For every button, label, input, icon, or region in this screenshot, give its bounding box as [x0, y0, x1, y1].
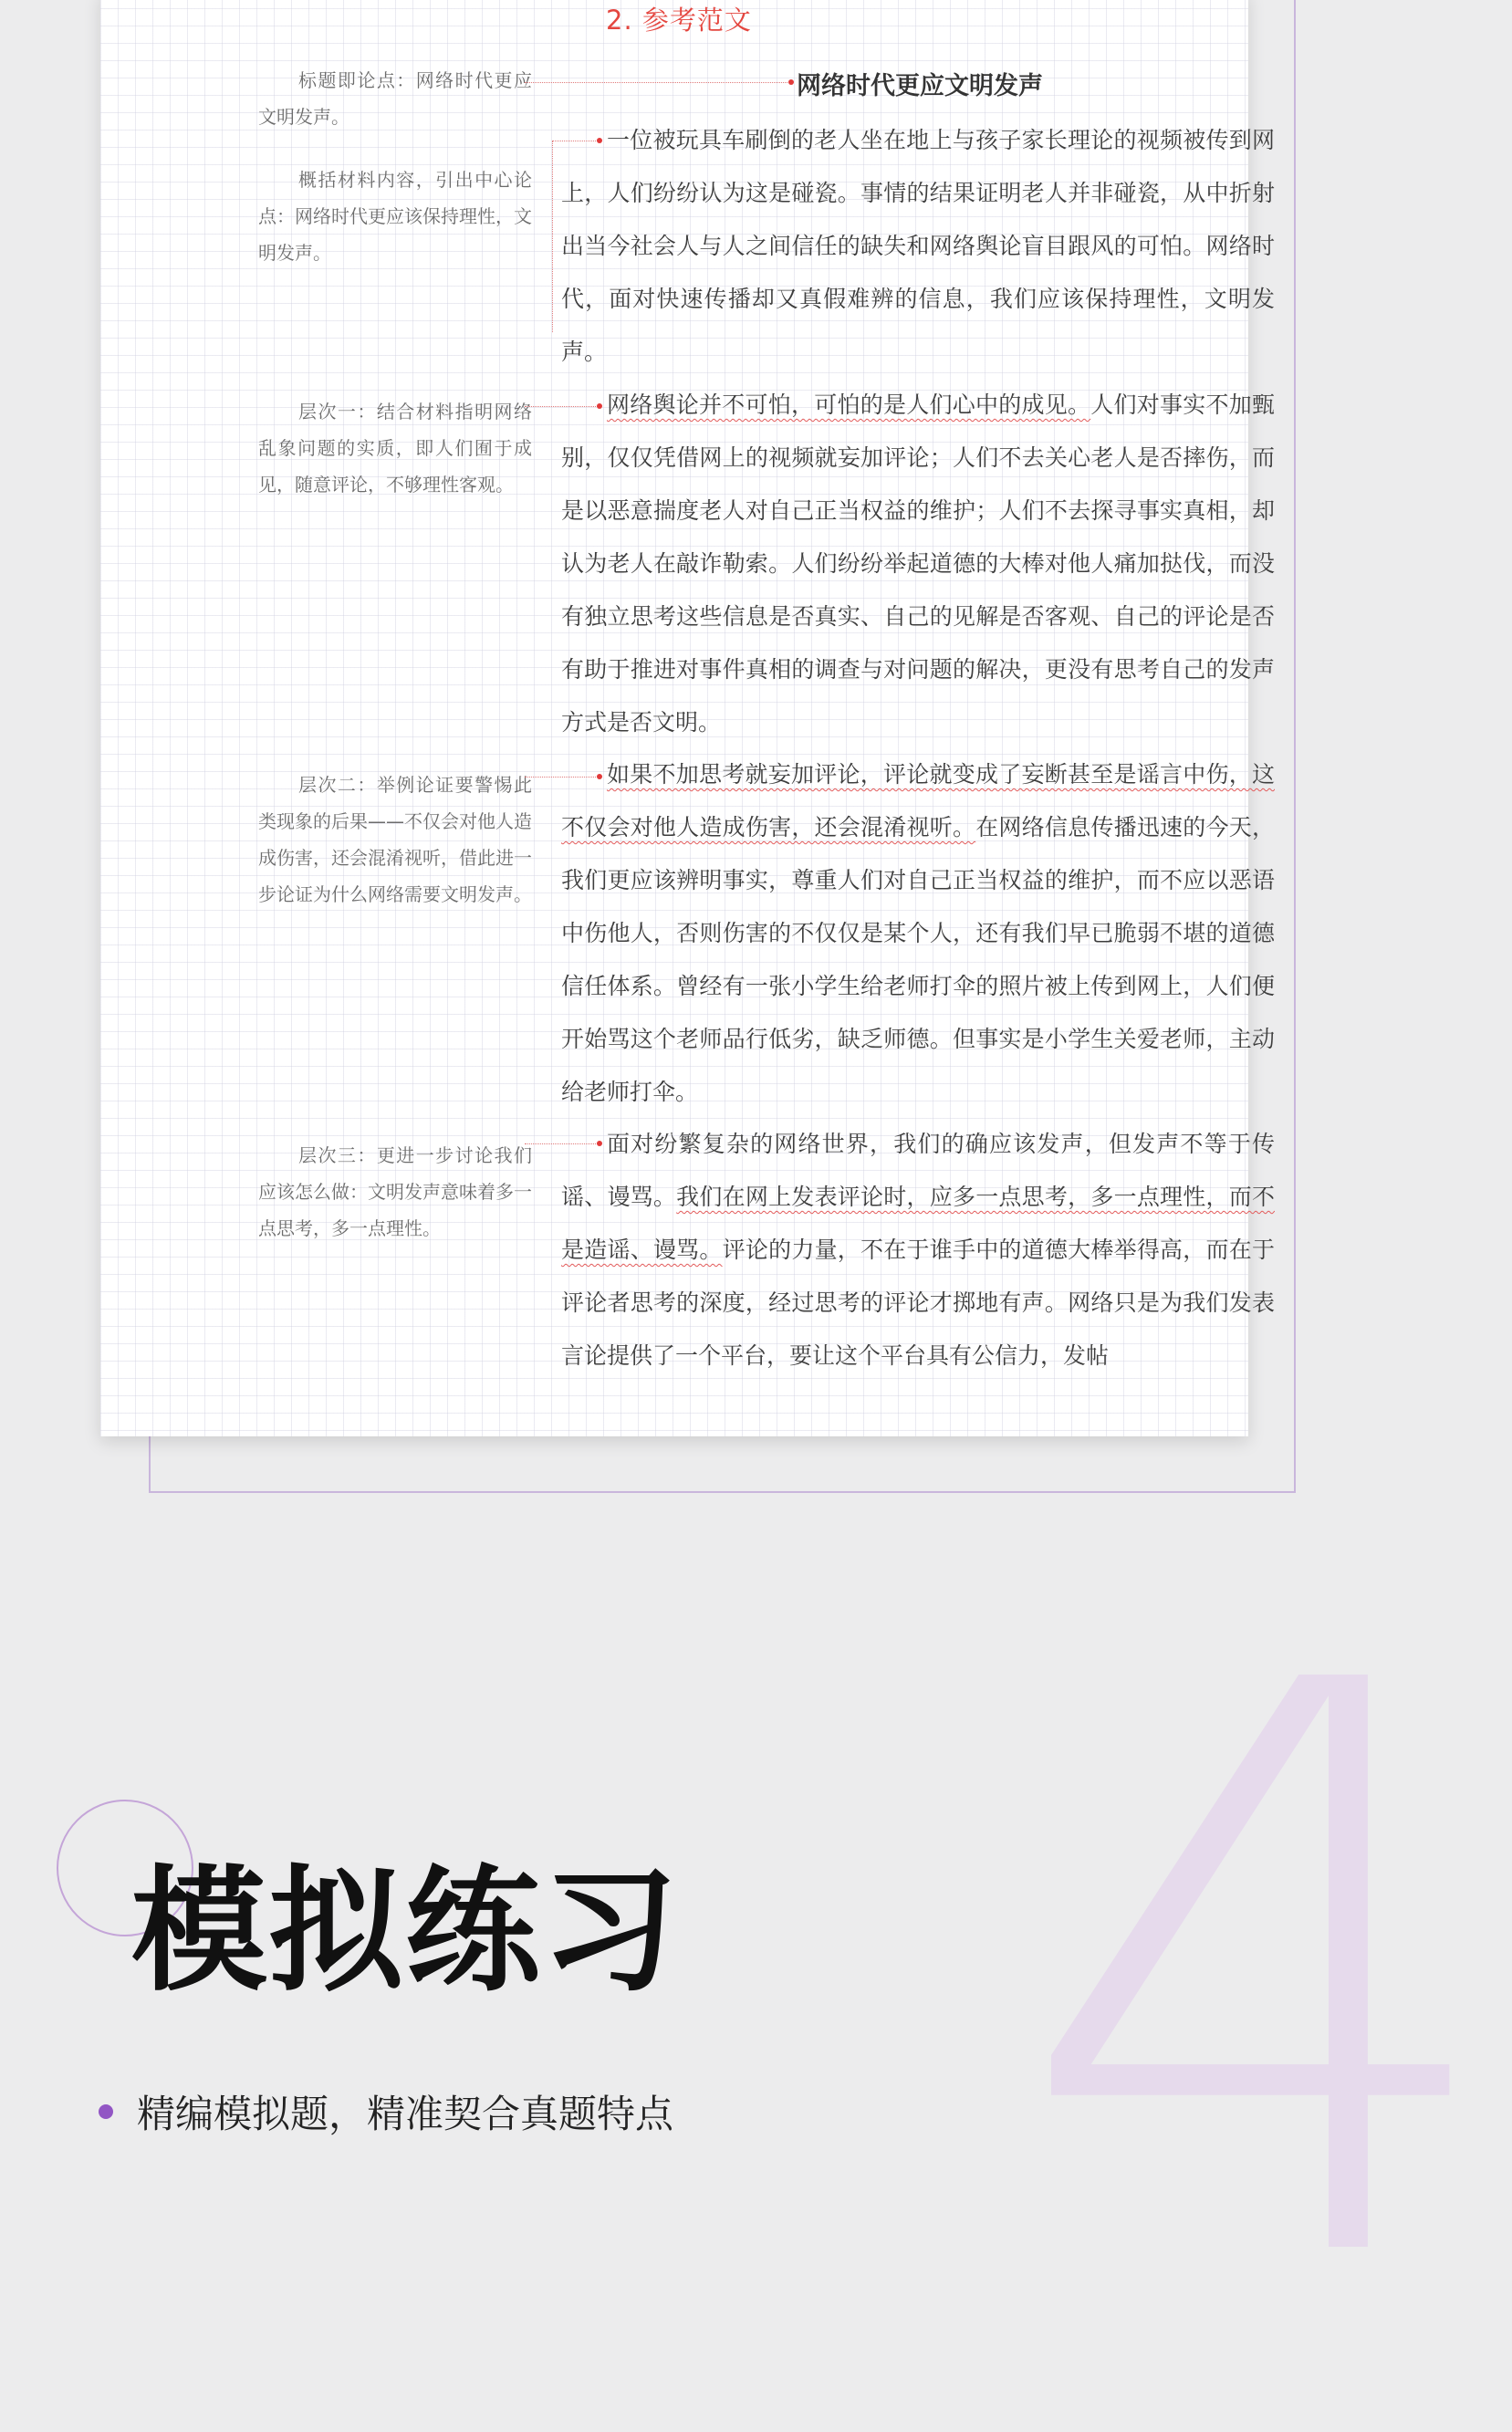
- connector-dot: [788, 79, 794, 85]
- essay-paragraph-3: [561, 748, 1275, 1119]
- paragraph-text: 人们对事实不加甄别，仅仅凭借网上的视频就妄加评论；人们不去关心老人是否摔伤，而是以恶意揣度老人对自己正当权益的维护；人们不去探寻事实真相，却认为老人在敲诈勒索。人们纷纷举起道德的大棒对他人痛加挞伐，而没有独立思考这些信息是否真实、自己的见解是否客观、自己的评论是否有助于推进对事件真相的调查与对问题的解决，更没有思考自己的发声方式是否文明。: [561, 391, 1275, 736]
- essay-paragraph-2: [561, 379, 1275, 749]
- underlined-sentence: 网络舆论并不可怕，可怕的是人们心中的成见。: [607, 391, 1091, 418]
- essay-paragraph-4: [561, 1118, 1275, 1383]
- annotation-level-2: 层次二：举例论证要警惕此类现象的后果——不仅会对他人造成伤害，还会混淆视听，借此进一步论证为什么网络需要文明发声。: [258, 774, 532, 905]
- connector-line: [525, 82, 789, 83]
- section-heading: 模拟练习: [131, 1851, 679, 2009]
- document-page: [100, 0, 1275, 1436]
- paragraph-text: 在网络信息传播迅速的今天，我们更应该辨明事实，尊重人们对自己正当权益的维护，而不应以恶语中伤他人，否则伤害的不仅仅是某个人，还有我们早已脆弱不堪的道德信任体系。曾经有一张小学生给老师打伞的照片被上传到网上，人们便开始骂这个老师品行低劣，缺乏师德。但事实是小学生关爱老师，主动给老师打伞。: [561, 814, 1275, 1105]
- essay-paragraph-1: 一位被玩具车刷倒的老人坐在地上与孩子家长理论的视频被传到网上，人们纷纷认为这是碰瓷。事情的结果证明老人并非碰瓷，从中折射出当今社会人与人之间信任的缺失和网络舆论盲目跟风的可怕。网络时代，面对快速传播却又真假难辨的信息，我们应该保持理性，文明发声。: [561, 127, 1275, 365]
- paragraph-text: 评论的力量，不在于谁手中的道德大棒举得高，而在于评论者思考的深度，经过思考的评论才掷地有声。网络只是为我们发表言论提供了一个平台，要让这个平台具有公信力，发帖: [561, 1237, 1275, 1369]
- section-number: 4: [1013, 1519, 1512, 2432]
- annotation-intro: 概括材料内容，引出中心论点：网络时代更应该保持理性，文明发声。: [258, 169, 532, 264]
- annotation-level-1: 层次一：结合材料指明网络乱象问题的实质，即人们囿于成见，随意评论，不够理性客观。: [258, 401, 532, 496]
- bullet-dot: [99, 2104, 113, 2119]
- annotation-level-3: 层次三：更进一步讨论我们应该怎么做：文明发声意味着多一点思考，多一点理性。: [258, 1144, 532, 1239]
- underlined-sentence: 如果不加思考就妄加评论，评论就变成了妄断甚至是谣言中伤，这不仅会对他人造成伤害，还会混淆视听。: [561, 761, 1275, 840]
- section-subtitle: 精编模拟题，精准契合真题特点: [137, 2092, 674, 2136]
- connector-line: [552, 141, 553, 332]
- section-title: 2. 参考范文: [606, 5, 752, 36]
- paragraph-text: 面对纷繁复杂的网络世界，我们的确应该发声，但发声不等于传谣、谩骂。: [561, 1131, 1275, 1210]
- underlined-sentence: 我们在网上发表评论时，应多一点思考，多一点理性，而不是造谣、谩骂。: [561, 1184, 1275, 1263]
- essay-title: 网络时代更应文明发声: [797, 72, 1043, 100]
- annotation-title: 标题即论点：网络时代更应文明发声。: [258, 69, 532, 128]
